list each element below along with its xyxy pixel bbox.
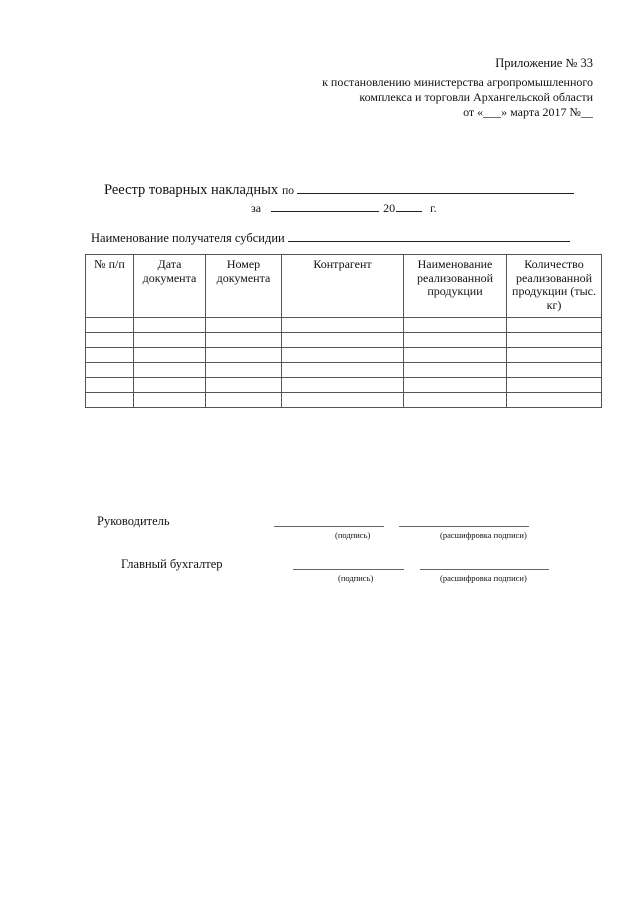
table-row [86, 393, 602, 408]
table-cell[interactable] [206, 333, 282, 348]
table-row [86, 318, 602, 333]
table-cell[interactable] [134, 378, 206, 393]
table-cell[interactable] [404, 363, 507, 378]
table-cell[interactable] [134, 393, 206, 408]
table-cell[interactable] [206, 378, 282, 393]
head-decode-caption: (расшифровка подписи) [440, 530, 527, 540]
table-cell[interactable] [282, 348, 404, 363]
table-cell[interactable] [86, 348, 134, 363]
appendix-title: Приложение № 33 [495, 56, 593, 70]
table-cell[interactable] [507, 363, 602, 378]
header-product-qty: Количество реализованной продукции (тыс. кг) [507, 255, 602, 318]
table-cell[interactable] [404, 318, 507, 333]
table-row [86, 333, 602, 348]
table-cell[interactable] [86, 363, 134, 378]
table-cell[interactable] [206, 318, 282, 333]
table-row [86, 348, 602, 363]
po-label: по [282, 185, 294, 197]
table-cell[interactable] [86, 378, 134, 393]
year-suffix: г. [430, 201, 437, 215]
head-decode-line [399, 526, 529, 527]
table-cell[interactable] [282, 318, 404, 333]
recipient-blank [288, 229, 570, 242]
register-title [104, 181, 574, 199]
period-line [251, 199, 437, 216]
header-number: № п/п [86, 255, 134, 318]
year-blank [396, 199, 422, 212]
za-label: за [251, 201, 262, 215]
table-header-row [86, 255, 602, 318]
recipient-label: Наименование получателя субсидии [91, 231, 285, 245]
accountant-decode-caption: (расшифровка подписи) [440, 573, 527, 583]
head-label: Руководитель [97, 514, 170, 528]
table-cell[interactable] [86, 393, 134, 408]
table-cell[interactable] [86, 333, 134, 348]
table-cell[interactable] [134, 318, 206, 333]
head-sign-caption: (подпись) [335, 530, 371, 540]
table-cell[interactable] [282, 378, 404, 393]
table-cell[interactable] [404, 393, 507, 408]
table-cell[interactable] [86, 318, 134, 333]
table-row [86, 363, 602, 378]
chief-accountant-label: Главный бухгалтер [121, 557, 223, 571]
table-cell[interactable] [404, 348, 507, 363]
table-cell[interactable] [206, 348, 282, 363]
head-sign-line [274, 526, 384, 527]
table-cell[interactable] [507, 333, 602, 348]
appendix-line-2: комплекса и торговли Архангельской области [359, 90, 593, 104]
table-cell[interactable] [134, 348, 206, 363]
table-body [86, 318, 602, 408]
table-cell[interactable] [206, 393, 282, 408]
year-prefix: 20 [383, 201, 396, 215]
header-doc-number: Номер документа [206, 255, 282, 318]
table-cell[interactable] [507, 318, 602, 333]
table-cell[interactable] [404, 333, 507, 348]
table-cell[interactable] [282, 333, 404, 348]
register-table [85, 254, 602, 408]
table-cell[interactable] [206, 363, 282, 378]
recipient-line [91, 229, 570, 246]
table-cell[interactable] [507, 393, 602, 408]
table-cell[interactable] [282, 363, 404, 378]
po-blank [297, 181, 574, 194]
appendix-line-1: к постановлению министерства агропромышленного [322, 75, 593, 89]
period-blank [271, 199, 379, 212]
register-title-text: Реестр товарных накладных [104, 182, 279, 198]
table-cell[interactable] [507, 378, 602, 393]
appendix-line-3: от «___» марта 2017 №__ [463, 105, 593, 119]
table-cell[interactable] [507, 348, 602, 363]
table-cell[interactable] [134, 333, 206, 348]
header-product-name: Наименование реализованной продукции [404, 255, 507, 318]
accountant-sign-line [293, 569, 404, 570]
header-counterparty: Контрагент [282, 255, 404, 318]
accountant-sign-caption: (подпись) [338, 573, 374, 583]
table-cell[interactable] [404, 378, 507, 393]
table-cell[interactable] [134, 363, 206, 378]
header-doc-date: Дата документа [134, 255, 206, 318]
table-cell[interactable] [282, 393, 404, 408]
table-row [86, 378, 602, 393]
accountant-decode-line [420, 569, 549, 570]
